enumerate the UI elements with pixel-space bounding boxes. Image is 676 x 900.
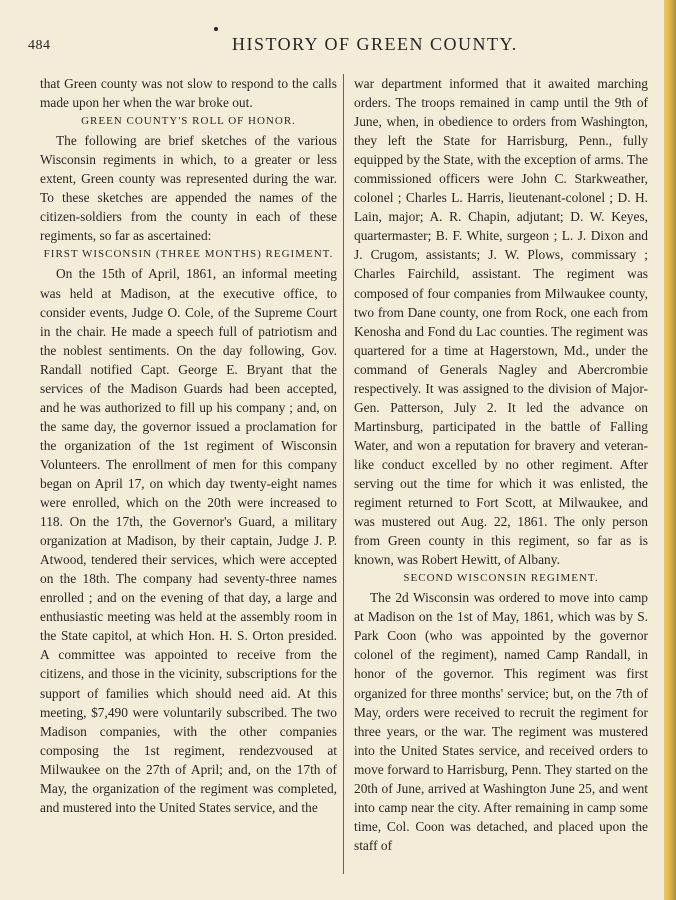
- paragraph: war department informed that it awaited marching orders. The troops remained in camp until the 9th of June, when, in obedience to orders from Washington, they left the State for Harrisburg, Penn., fully equipped by the State, with the exception of arms. The commissioned officers were John C. Starkweather, colonel ; Charles L. Harris, lieutenant-colonel ; D. H. Lain, major; A. R. Chapin, adjutant; D. W. Keyes, quartermaster; B. F. White, surgeon ; L. J. Dixon and J. Crugom, assistants; J. W. Plows, commissary ; Charles Fairchild, assistant. The regiment was composed of four companies from Milwaukee county, two from Dane county, one from Rock, one each from Kenosha and Fond du Lac counties. The regiment was quartered for a time at Hagerstown, Md., under the command of Generals Nagley and Abercrombie respectively. It was assigned to the division of Major-Gen. Patterson, July 2. It led the advance on Martinsburg, participated in the battle of Falling Water, and won a reputation for bravery and veteran-like conduct excelled by no other regiment. After serving out the time for which it was enlisted, the regiment returned to Fort Scott, at Milwaukee, and was mustered out Aug. 22, 1861. The only person from Green county in this regiment, so far as is known, was Robert Hewitt, of Albany.: [354, 76, 648, 568]
- right-column: [354, 74, 648, 855]
- paragraph: The following are brief sketches of the various Wisconsin regiments in which, to a greater or less extent, Green county was represented during the war. To these sketches are appended the names of the citizen-soldiers from the county in each of these regiments, so far as ascertained:: [40, 133, 337, 244]
- paragraph: On the 15th of April, 1861, an informal meeting was held at Madison, at the executive office, to consider events, Judge O. Cole, of the Supreme Court in the chair. He made a speech full of patriotism and the noblest sentiments. On the day following, Gov. Randall notified Capt. George E. Bryant that the services of the Madison Guards had been accepted, and he was authorized to fill up his company ; and, on the same day, the governor issued a proclamation for the organization of the 1st regiment of Wisconsin Volunteers. The enrollment of men for this company began on April 17, on which day twenty-eight names were enrolled, which on the 20th were increased to 118. On the 17th, the Governor's Guard, a military organization at Madison, by their captain, Judge J. P. Atwood, tendered their services, which were accepted on the 18th. The company had seventy-three names enrolled ; and on the evening of that day, a large and enthusiastic meeting was held at the assembly room in the State capitol, at which Hon. H. S. Orton presided. A committee was appointed to receive from the citizens, and those in the vicinity, subscriptions for the support of families which should need aid. At this meeting, $7,490 were voluntarily subscribed. The two Madison companies, with the other companies composing the 1st regiment, rendezvoused at Milwaukee on the 27th of April; and, on the 17th of May, the organization of the regiment was completed, and mustered into the United States service, and the: [40, 266, 337, 815]
- ink-dot: [214, 27, 218, 31]
- section-heading: FIRST WISCONSIN (THREE MONTHS) REGIMENT.: [43, 248, 334, 261]
- running-head: HISTORY OF GREEN COUNTY.: [232, 34, 518, 54]
- paragraph: The 2d Wisconsin was ordered to move into camp at Madison on the 1st of May, 1861, which was by S. Park Coon (who was appointed by the governor colonel of the regiment), named Camp Randall, in honor of the governor. This regiment was first organized for three months' service; but, on the 7th of May, orders were received to recruit the regiment for three years, or the war. The regiment was mustered into the United States service, and received orders to move forward to Harrisburg, Penn. They started on the 20th of June, arrived at Washington June 25, and went into camp near the city. After remaining in camp some time, Col. Coon was detached, and placed upon the staff of: [354, 590, 648, 853]
- page-number: 484: [28, 38, 51, 53]
- page-edge: [664, 0, 676, 900]
- column-rule: [343, 74, 344, 874]
- section-heading: GREEN COUNTY'S ROLL OF HONOR.: [81, 115, 296, 128]
- paragraph: that Green county was not slow to respond to the calls made upon her when the war broke out.: [40, 76, 337, 111]
- left-column: [40, 74, 337, 817]
- section-heading: SECOND WISCONSIN REGIMENT.: [403, 572, 599, 585]
